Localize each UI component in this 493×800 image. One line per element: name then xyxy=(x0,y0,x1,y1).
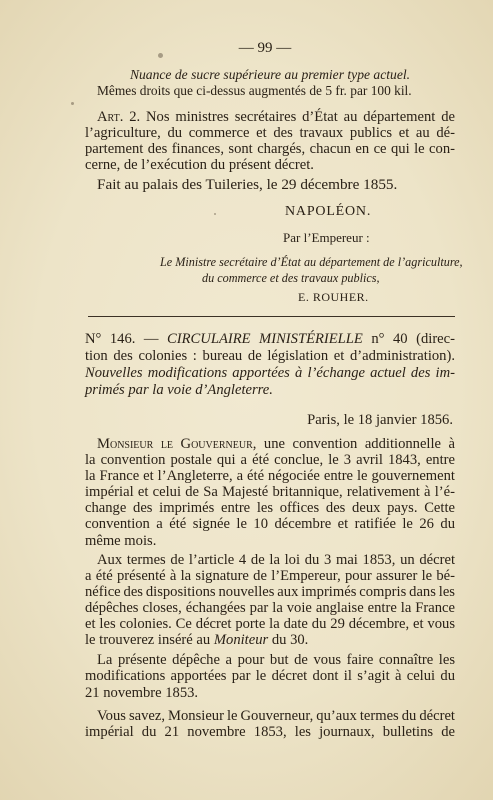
newspaper-title: Moniteur xyxy=(213,632,269,649)
circular-subject: primés par la voie d’Angleterre. xyxy=(85,382,273,398)
text-line: Aux termes de l’article 4 de la loi du 3 mai 1853, un décret xyxy=(97,552,455,568)
text-line: Fait au palais des Tuileries, le 29 décembre 1855. xyxy=(97,176,398,193)
text-line: a été présenté à la signature de l’Empereur, pour assurer le bé- xyxy=(85,568,455,585)
text-line: et les colonies. Ce décret porte la date du 29 décembre, et vous xyxy=(85,616,455,633)
circular-title: CIRCULAIRE MINISTÉRIELLE xyxy=(167,331,363,347)
text-line: l’agriculture, du commerce et des travaux publics et au dé- xyxy=(85,125,455,142)
minister-title-line: du commerce et des travaux publics, xyxy=(202,271,380,285)
tariff-heading: Nuance de sucre supérieure au premier type actuel. xyxy=(129,67,411,82)
text-line: partement des finances, sont chargés, chacun en ce qui le con- xyxy=(85,141,455,158)
section-divider xyxy=(88,316,455,317)
text-line: change des imprimés entre les offices des deux pays. Cette xyxy=(85,500,455,517)
paragraph xyxy=(85,708,455,740)
text-line xyxy=(85,109,455,125)
text-line: 21 novembre 1853. xyxy=(85,684,199,701)
countersignature: E. ROUHER. xyxy=(298,290,369,304)
by-emperor: Par l’Empereur : xyxy=(283,230,370,245)
text-line xyxy=(85,632,455,648)
text-line: néfice des dispositions nouvelles aux imprimés compris dans les xyxy=(85,584,455,601)
paragraph xyxy=(85,436,455,549)
page-number: — 99 — xyxy=(238,40,292,56)
signature-napoleon: NAPOLÉON. xyxy=(285,204,372,219)
line-text: n° 40 (direc- xyxy=(371,331,455,347)
paragraph xyxy=(85,552,455,649)
circular-number: N° 146. — xyxy=(85,331,159,347)
circular-subject: Nouvelles modifications apportées à l’échange actuel des im- xyxy=(85,365,455,381)
text-line: modifications apportées par le décret dont il s’agit à celui du xyxy=(85,668,455,685)
tariff-line: Mêmes droits que ci-dessus augmentés de 5 fr. par 100 kil. xyxy=(97,83,412,99)
text-line: même mois. xyxy=(85,532,157,549)
text-line: Vous savez, Monsieur le Gouverneur, qu’aux termes du décret xyxy=(97,708,455,724)
circular-date: Paris, le 18 janvier 1856. xyxy=(307,412,453,428)
decree-place-date xyxy=(85,177,455,193)
circular-header xyxy=(85,331,455,399)
text-line: dépêches closes, échangées par la voie anglaise entre la France xyxy=(85,600,455,617)
text-line: tion des colonies : bureau de législation et d’administration). xyxy=(85,348,455,364)
line-text: une convention additionnelle à xyxy=(263,436,455,452)
tariff-block xyxy=(85,67,455,99)
paragraph xyxy=(85,652,455,701)
line-text: Nos ministres secrétaires d’État au département de xyxy=(146,109,455,125)
text-line: impérial et celui de Sa Majesté britannique, relativement à l’é- xyxy=(85,484,455,501)
text-line xyxy=(85,436,455,452)
line-text: le trouverez inséré au xyxy=(85,632,211,649)
text-line: la France et l’Angleterre, a été négociée entre le gouvernement xyxy=(85,468,455,485)
text-line: cerne, de l’exécution du présent décret. xyxy=(85,157,314,174)
text-line: impérial du 21 novembre 1853, les journaux, bulletins de xyxy=(85,724,455,741)
article-label: Art. 2. xyxy=(97,109,141,125)
text-line: La présente dépêche a pour but de vous faire connaître les xyxy=(97,652,455,668)
article-2 xyxy=(85,109,455,173)
text-line: la convention postale qui a été conclue, le 3 avril 1843, entre xyxy=(85,452,455,469)
circular-date-block xyxy=(85,412,453,428)
text-line xyxy=(85,331,455,348)
paper-speck xyxy=(71,102,74,105)
salutation: Monsieur le Gouverneur, xyxy=(97,436,257,452)
paper-speck xyxy=(214,213,216,215)
text-line: convention a été signée le 10 décembre et ratifiée le 26 du xyxy=(85,516,455,533)
line-text: du 30. xyxy=(271,632,309,649)
minister-title-line: Le Ministre secrétaire d’État au département de l’agriculture, xyxy=(160,255,463,269)
